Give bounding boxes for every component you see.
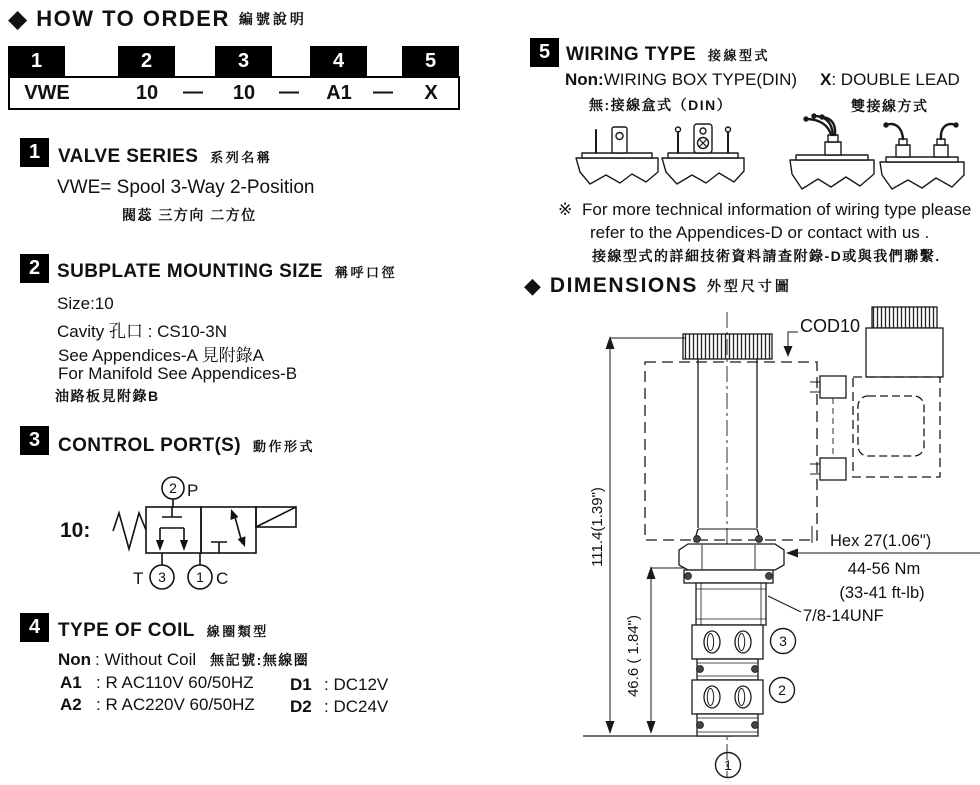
wiring-note-mark: ※ bbox=[558, 200, 573, 219]
port-p-label: P bbox=[187, 481, 199, 500]
coil-title: TYPE OF COIL bbox=[58, 620, 195, 641]
wiring-option-x bbox=[820, 70, 960, 90]
wiring-x-desc: : DOUBLE LEAD bbox=[831, 70, 960, 89]
order-pos-4: 4 bbox=[310, 46, 367, 76]
port-c-number: 1 bbox=[196, 569, 204, 585]
order-pos-1: 1 bbox=[8, 46, 65, 76]
dimensions-title-zh: 外型尺寸圖 bbox=[706, 278, 792, 294]
coil-option-non bbox=[58, 650, 309, 670]
wiring-option-non bbox=[565, 70, 797, 90]
wiring-note-line1: For more technical information of wiring type please bbox=[582, 200, 972, 219]
coil-a2-desc: : R AC220V 60/50HZ bbox=[96, 695, 255, 714]
valve-series-title: VALVE SERIES bbox=[58, 146, 199, 167]
wiring-non-desc: WIRING BOX TYPE(DIN) bbox=[603, 70, 798, 89]
coil-option-d1 bbox=[290, 675, 388, 695]
cartridge-height-dim: 46.6 ( 1.84") bbox=[625, 614, 642, 698]
order-pos-3: 3 bbox=[215, 46, 272, 76]
subplate-cavity-line: Cavity 孔口 : CS10-3N bbox=[57, 322, 228, 341]
wiring-title-row bbox=[566, 44, 770, 66]
subplate-title: SUBPLATE MOUNTING SIZE bbox=[57, 261, 324, 282]
how-to-order-header bbox=[8, 6, 307, 32]
wiring-note-line2: refer to the Appendices-D or contact with us . bbox=[590, 223, 930, 242]
valve-schematic-drawing bbox=[55, 472, 320, 597]
control-ports-title: CONTROL PORT(S) bbox=[58, 435, 241, 456]
wiring-x-code: X bbox=[820, 70, 832, 89]
coil-a2-code: A2 bbox=[60, 695, 82, 714]
coil-d1-desc: : DC12V bbox=[324, 675, 389, 694]
subplate-manifold-line: For Manifold See Appendices-B bbox=[58, 364, 298, 383]
hex-dim-label: Hex 27(1.06") bbox=[830, 532, 932, 550]
control-ports-title-row bbox=[58, 435, 315, 457]
connector-knurl bbox=[872, 307, 937, 328]
schematic-variant-label: 10: bbox=[60, 519, 91, 542]
coil-dashed-outline bbox=[645, 362, 817, 540]
wiring-title-zh: 接線型式 bbox=[708, 48, 771, 63]
wiring-title: WIRING TYPE bbox=[566, 44, 697, 65]
double-lead-three-wire-sketch bbox=[790, 114, 874, 189]
section-3-badge: 3 bbox=[20, 426, 49, 455]
order-pos-5: 5 bbox=[402, 46, 459, 76]
valve-series-desc: VWE= Spool 3-Way 2-Position bbox=[57, 177, 315, 198]
valve-series-desc-zh: 閥蕊 三方向 二方位 bbox=[122, 207, 257, 223]
port-p-number: 2 bbox=[169, 480, 177, 496]
torque-ftlb-label: (33-41 ft-lb) bbox=[839, 584, 925, 602]
dimensions-header bbox=[524, 274, 792, 298]
coil-d1-code: D1 bbox=[290, 675, 312, 694]
order-val-3: 10 bbox=[232, 82, 256, 104]
subplate-title-row bbox=[57, 261, 397, 283]
knurled-nut bbox=[683, 334, 772, 359]
hex-nut bbox=[679, 544, 784, 570]
subplate-appendix-a-line: See Appendices-A 見附錄A bbox=[58, 346, 265, 365]
page-title-zh: 編號說明 bbox=[238, 11, 307, 27]
coil-tube bbox=[698, 359, 757, 528]
coil-non-zh: 無記號:無線圈 bbox=[210, 652, 310, 668]
diamond-icon: ◆ bbox=[8, 4, 28, 33]
valve-series-title-row bbox=[58, 146, 272, 168]
subplate-manifold-zh: 油路板見附錄B bbox=[55, 388, 160, 404]
port-t-label: T bbox=[133, 569, 144, 588]
section-1-badge: 1 bbox=[20, 138, 49, 167]
coil-non-code: Non bbox=[58, 650, 92, 669]
port-band-2 bbox=[692, 680, 763, 714]
cod-label: COD10 bbox=[800, 316, 861, 336]
subplate-title-zh: 稱呼口徑 bbox=[335, 265, 398, 280]
wiring-non-zh: 無:接線盒式（DIN） bbox=[589, 97, 733, 113]
section-2-badge: 2 bbox=[20, 254, 49, 283]
control-ports-title-zh: 動作形式 bbox=[252, 439, 315, 454]
coil-title-row bbox=[58, 620, 269, 642]
overall-height-dim: 111.4(1.39") bbox=[589, 487, 606, 567]
diamond-icon: ◆ bbox=[524, 273, 541, 298]
din-connector-side-view bbox=[576, 127, 658, 184]
order-val-1: VWE bbox=[24, 82, 70, 104]
order-dash: — bbox=[279, 81, 299, 103]
order-dash: — bbox=[373, 81, 393, 103]
order-code-table bbox=[5, 46, 465, 112]
coil-option-d2 bbox=[290, 697, 388, 717]
page-title: HOW TO ORDER bbox=[36, 6, 230, 31]
order-val-4: A1 bbox=[326, 82, 352, 104]
wiring-x-zh: 雙接線方式 bbox=[851, 98, 929, 114]
section-4-badge: 4 bbox=[20, 613, 49, 642]
coil-d2-desc: : DC24V bbox=[324, 697, 389, 716]
port-band-3 bbox=[692, 625, 763, 659]
order-val-2: 10 bbox=[135, 82, 159, 104]
port-3-number: 3 bbox=[779, 633, 787, 649]
coil-d2-code: D2 bbox=[290, 697, 312, 716]
spring-symbol bbox=[113, 513, 146, 549]
wiring-note-zh: 接線型式的詳細技術資料請查附錄-D或與我們聯繫. bbox=[592, 248, 941, 264]
port-t-number: 3 bbox=[158, 569, 166, 585]
coil-title-zh: 線圈類型 bbox=[206, 624, 269, 639]
subplate-size-line: Size:10 bbox=[57, 294, 114, 313]
port-1-number: 1 bbox=[724, 757, 732, 773]
dimension-drawing bbox=[560, 300, 980, 785]
valve-series-title-zh: 系列名稱 bbox=[210, 150, 273, 165]
port-c-label: C bbox=[216, 569, 229, 588]
wiring-connector-sketches bbox=[560, 110, 980, 206]
connector-body bbox=[866, 328, 943, 377]
port-2-number: 2 bbox=[778, 682, 786, 698]
order-val-5: X bbox=[424, 82, 438, 104]
thread-label: 7/8-14UNF bbox=[803, 607, 884, 625]
order-dash: — bbox=[183, 81, 203, 103]
section-5-badge: 5 bbox=[530, 38, 559, 67]
coil-non-desc: : Without Coil bbox=[95, 650, 197, 669]
dimensions-title: DIMENSIONS bbox=[549, 274, 698, 297]
coil-option-a1 bbox=[60, 673, 254, 693]
order-pos-2: 2 bbox=[118, 46, 175, 76]
coil-a1-code: A1 bbox=[60, 673, 82, 692]
double-lead-two-gland-sketch bbox=[880, 123, 964, 189]
coil-a1-desc: : R AC110V 60/50HZ bbox=[96, 673, 254, 692]
din-connector-front-view bbox=[662, 124, 744, 184]
coil-option-a2 bbox=[60, 695, 255, 715]
torque-nm-label: 44-56 Nm bbox=[847, 560, 921, 578]
wiring-non-code: Non: bbox=[565, 70, 604, 89]
din-box-dashed-outline bbox=[853, 377, 940, 477]
